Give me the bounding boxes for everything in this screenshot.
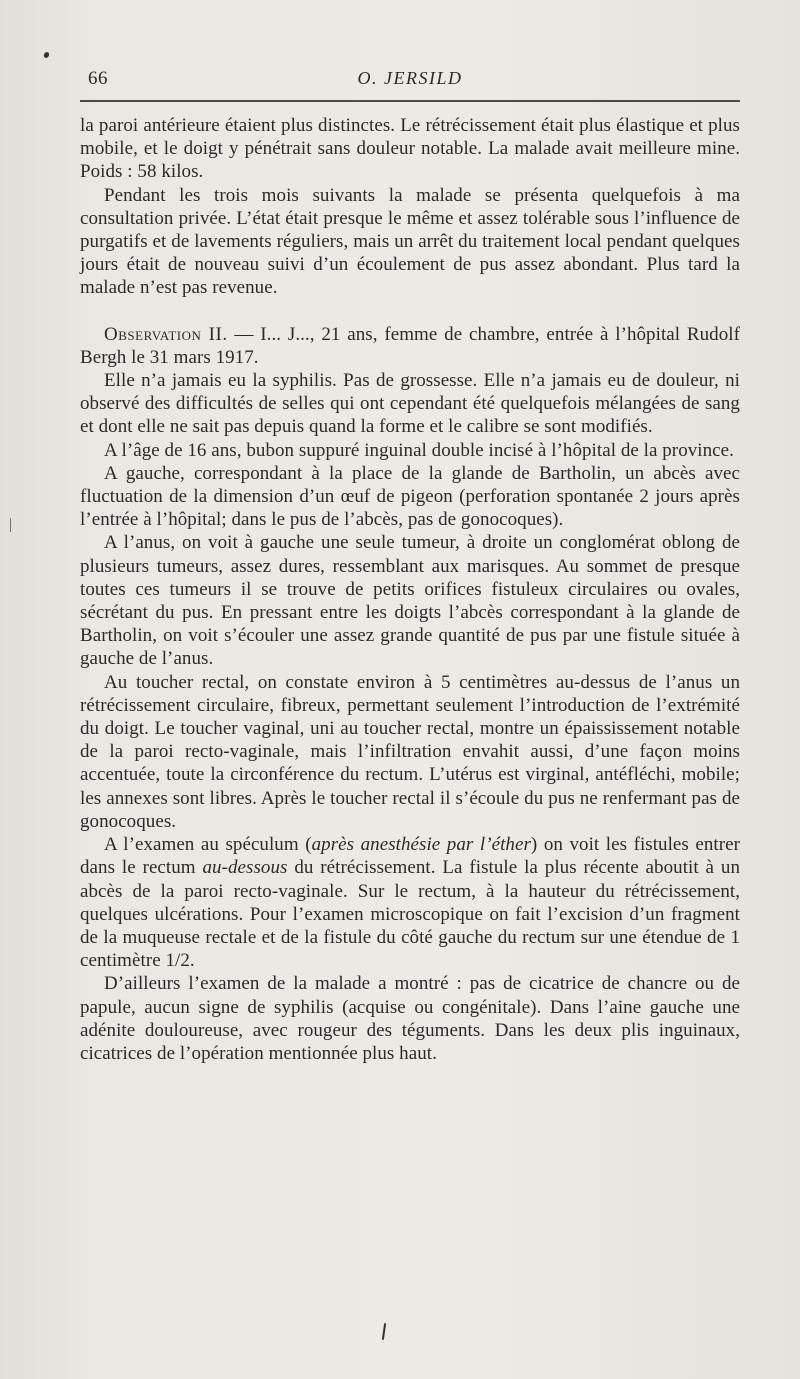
page-header [80,66,740,96]
observation-heading [80,323,740,369]
observation-text: — I... J..., 21 ans, femme de chambre, entrée à l’hôpital Rudolf Bergh le 31 mars 1917. [80,323,740,368]
text-run: ) on voit les fistules entrer dans le rectum [80,834,740,879]
paragraph: A l’âge de 16 ans, bubon suppuré inguinal double incisé à l’hôpital de la province. [104,439,734,461]
body-text [80,114,740,1065]
paragraph: A l’anus, on voit à gauche une seule tumeur, à droite un conglomérat oblong de plusieurs tumeurs, assez dures, ressemblant aux marisques. Au sommet de presque toutes ces tumeurs il se trouve de petits orifices fistuleux circulaires ou ovales, sécrétant du pus. En pressant entre les doigts l’abcès correspondant à la glande de Bartholin, on voit s’écouler une assez grande quantité de pus par une fistule située à gauche de l’anus. [80,532,740,670]
observation-label: Observation II. [104,323,228,345]
ink-mark [382,1323,386,1340]
ink-speck [43,51,50,59]
header-rule [80,100,740,102]
paragraph: D’ailleurs l’examen de la malade a montré : pas de cicatrice de chancre ou de papule, aucun signe de syphilis (acquise ou congénitale). Dans l’aine gauche une adénite douloureuse, avec rougeur des téguments. Dans les deux plis inguinaux, cicatrices de l’opération mentionnée plus haut. [80,973,740,1064]
paragraph: la paroi antérieure étaient plus distinctes. Le rétrécissement était plus élastique et plus mobile, et le doigt y pénétrait sans douleur notable. La malade avait meilleure mine. Poids : 58 kilos. [80,115,740,183]
text-run: du rétrécissement. La fistule la plus récente aboutit à un abcès de la paroi recto-vaginale. Sur le rectum, à la hauteur du rétrécissement, quelques ulcérations. Pour l’examen microscopique on fait l’excision d’un fragment de la muqueuse rectale et de la fistule du côté gauche du rectum sur une étendue de 1 centimètre 1/2. [80,857,740,972]
paragraph: Elle n’a jamais eu la syphilis. Pas de grossesse. Elle n’a jamais eu de douleur, ni observé des difficultés de selles qui ont cependant été quelquefois mélangées de sang et dont elle ne sait pas depuis quand la forme et le calibre se sont modifiés. [80,370,740,438]
italic-run: après anesthésie par l’éther [311,834,531,856]
page-number: 66 [88,68,108,89]
running-title: O. JERSILD [357,68,463,88]
text-run: A l’examen au spéculum ( [104,834,312,856]
paragraph: Au toucher rectal, on constate environ à 5 centimètres au-dessus de l’anus un rétrécissement circulaire, fibreux, permettant seulement l’introduction de l’extrémité du doigt. Le toucher vaginal, uni au toucher rectal, montre un épaississement notable de la paroi recto-vaginale, mais l’infiltration envahit aussi, d’une façon moins accentuée, toute la circonférence du rectum. L’utérus est virginal, antéfléchi, mobile; les annexes sont libres. Après le toucher rectal il s’écoule du pus ne renfermant pas de gonocoques. [80,671,740,832]
italic-run: au-dessous [202,857,288,879]
paragraph [80,833,740,972]
paragraph: Pendant les trois mois suivants la malade se présenta quelquefois à ma consultation privée. L’état était presque le même et assez tolérable sous l’influence de purgatifs et de lavements réguliers, mais un arrêt du traitement local pendant quelques jours était de nouveau suivi d’un écoulement de pus assez abondant. Plus tard la malade n’est pas revenue. [80,184,740,299]
paragraph: A gauche, correspondant à la place de la glande de Bartholin, un abcès avec fluctuation de la dimension d’un œuf de pigeon (perforation spontanée 2 jours après l’entrée à l’hôpital; dans le pus de l’abcès, pas de gonocoques). [80,462,740,531]
margin-mark [10,518,11,532]
